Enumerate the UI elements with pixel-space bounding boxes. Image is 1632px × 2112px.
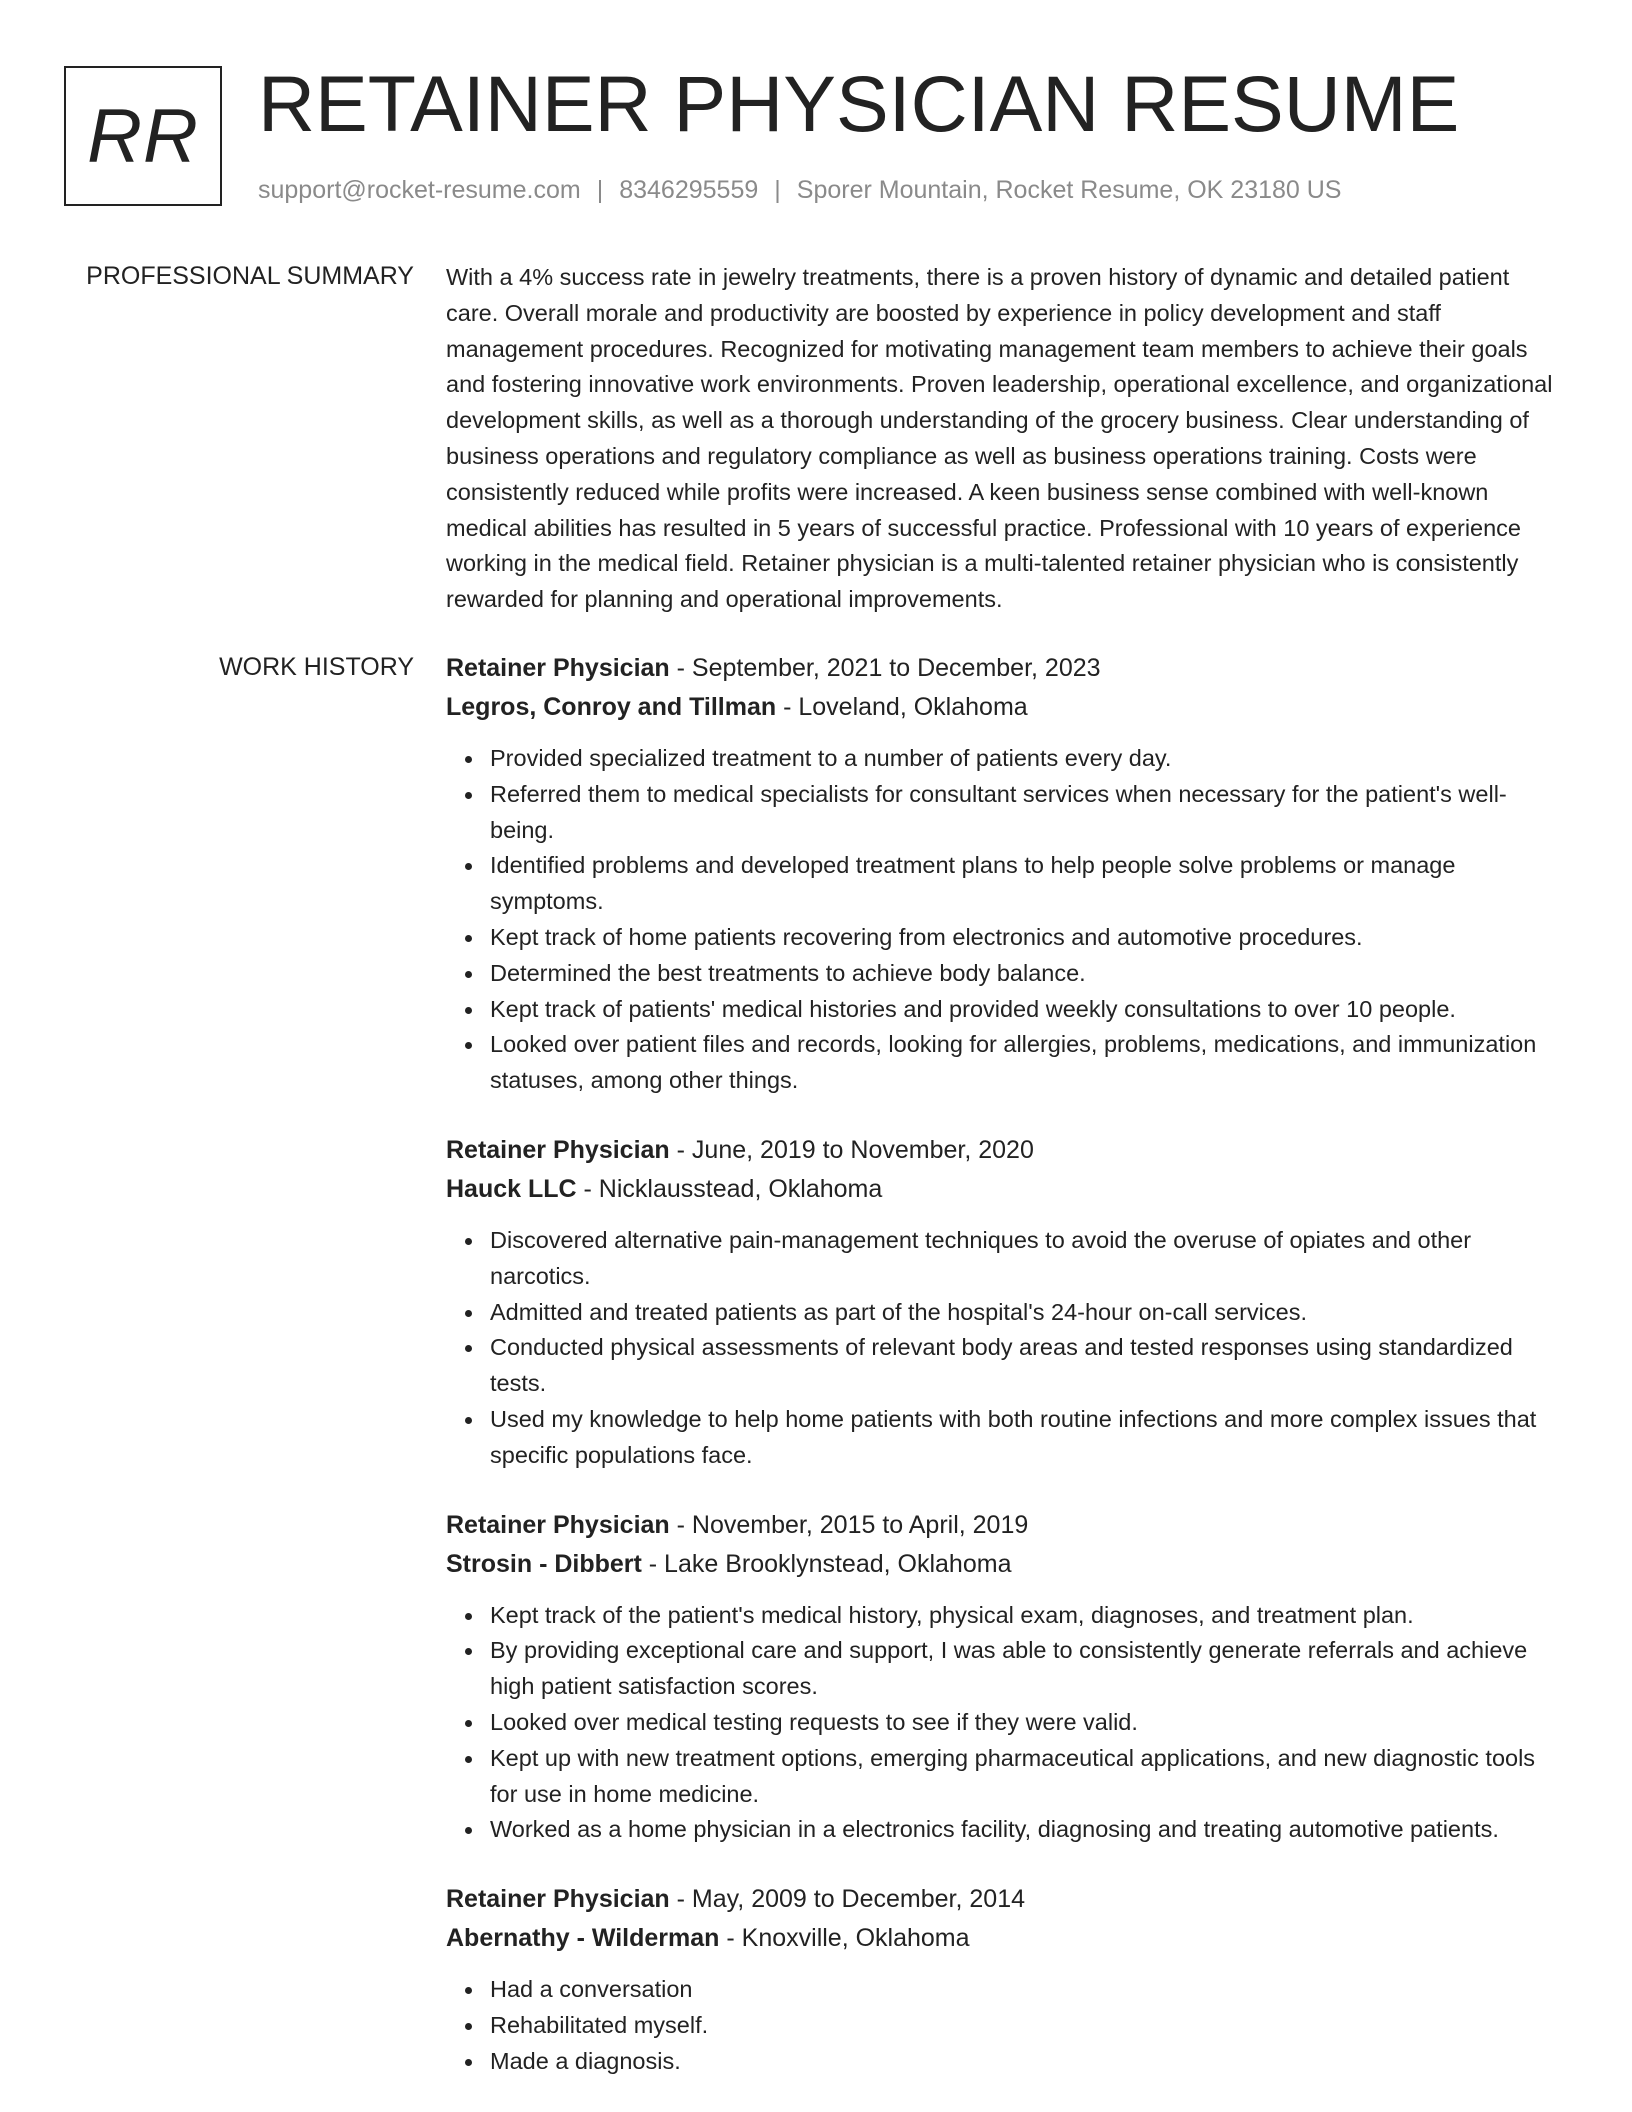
- job-title: Retainer Physician: [446, 1135, 670, 1164]
- job-employer-line: [446, 688, 1566, 727]
- job-bullet-list: [446, 1598, 1566, 1849]
- job-dates: - June, 2019 to November, 2020: [669, 1135, 1034, 1164]
- job-bullet: By providing exceptional care and support, I was able to consistently generate referrals and achieve high patient satisfaction scores.: [490, 1633, 1566, 1705]
- job-bullet: Made a diagnosis.: [490, 2044, 1566, 2080]
- job-location: - Lake Brooklynstead, Oklahoma: [641, 1549, 1012, 1578]
- contact-address: Sporer Mountain, Rocket Resume, OK 23180 US: [796, 176, 1342, 204]
- job-dates: - May, 2009 to December, 2014: [669, 1885, 1026, 1914]
- page-title: RETAINER PHYSICIAN RESUME: [258, 59, 1460, 148]
- contact-separator: |: [596, 176, 604, 204]
- monogram-logo: [64, 66, 222, 206]
- job-entry: [446, 649, 1566, 1099]
- contact-email: support@rocket-resume.com: [258, 176, 581, 204]
- job-employer: Strosin - Dibbert: [446, 1549, 642, 1578]
- job-bullet: Used my knowledge to help home patients with both routine infections and more complex issues that specific populations face.: [490, 1402, 1566, 1474]
- contact-phone: 8346295559: [619, 176, 759, 204]
- job-title-line: [446, 649, 1566, 688]
- job-dates: - September, 2021 to December, 2023: [669, 654, 1101, 682]
- job-title: Retainer Physician: [446, 654, 670, 682]
- job-bullet: Provided specialized treatment to a number of patients every day.: [490, 741, 1566, 777]
- job-bullet-list: [446, 1223, 1566, 1474]
- job-title-line: [446, 1131, 1566, 1170]
- job-employer-line: [446, 1170, 1566, 1209]
- job-bullet: Admitted and treated patients as part of the hospital's 24-hour on-call services.: [490, 1295, 1566, 1331]
- job-bullet: Looked over patient files and records, looking for allergies, problems, medications, and immunization statuses, among other things.: [490, 1027, 1566, 1099]
- job-bullet: Kept track of home patients recovering from electronics and automotive procedures.: [490, 920, 1566, 956]
- job-location: - Knoxville, Oklahoma: [719, 1924, 970, 1953]
- job-bullet: Kept up with new treatment options, emerging pharmaceutical applications, and new diagnostic tools for use in home medicine.: [490, 1741, 1566, 1813]
- job-title-line: [446, 1880, 1566, 1919]
- job-bullet-list: [446, 1972, 1566, 2079]
- job-title-line: [446, 1506, 1566, 1545]
- job-entry: [446, 1131, 1566, 1474]
- job-location: - Loveland, Oklahoma: [776, 693, 1028, 721]
- job-title: Retainer Physician: [446, 1510, 670, 1539]
- job-employer: Legros, Conroy and Tillman: [446, 693, 777, 721]
- monogram-initials: RR: [87, 93, 199, 179]
- job-bullet: Kept track of the patient's medical history, physical exam, diagnoses, and treatment plan.: [490, 1598, 1566, 1634]
- job-bullet: Kept track of patients' medical histories and provided weekly consultations to over 10 people.: [490, 992, 1566, 1028]
- job-bullet-list: [446, 741, 1566, 1099]
- job-bullet: Conducted physical assessments of relevant body areas and tested responses using standardized tests.: [490, 1330, 1566, 1402]
- job-employer: Hauck LLC: [446, 1174, 577, 1203]
- job-location: - Nicklausstead, Oklahoma: [576, 1174, 883, 1203]
- job-dates: - November, 2015 to April, 2019: [669, 1510, 1029, 1539]
- summary-text: With a 4% success rate in jewelry treatments, there is a proven history of dynamic and detailed patient care. Overall morale and productivity are boosted by experience in policy development and staff management procedures. Recognized for motivating management team members to achieve their goals and fostering innovative work environments. Proven leadership, operational excellence, and organizational development skills, as well as a thorough understanding of the grocery business. Clear understanding of business operations and regulatory compliance as well as business operations training. Costs were consistently reduced while profits were increased. A keen business sense combined with well-known medical abilities has resulted in 5 years of successful practice. Professional with 10 years of experience working in the medical field. Retainer physician is a multi-talented retainer physician who is consistently rewarded for planning and operational improvements.: [446, 264, 1553, 613]
- job-bullet: Rehabilitated myself.: [490, 2008, 1566, 2044]
- job-bullet: Discovered alternative pain-management techniques to avoid the overuse of opiates and other narcotics.: [490, 1223, 1566, 1295]
- job-entry: [446, 1506, 1566, 1849]
- work-history-body: [446, 649, 1566, 2112]
- job-bullet: Referred them to medical specialists for consultant services when necessary for the patient's well-being.: [490, 777, 1566, 849]
- summary-body: [446, 260, 1566, 618]
- job-employer-line: [446, 1545, 1566, 1584]
- job-bullet: Worked as a home physician in a electronics facility, diagnosing and treating automotive patients.: [490, 1812, 1566, 1848]
- job-bullet: Determined the best treatments to achieve body balance.: [490, 956, 1566, 992]
- contact-separator: |: [774, 176, 781, 204]
- job-title: Retainer Physician: [446, 1885, 670, 1914]
- section-heading-summary: PROFESSIONAL SUMMARY: [86, 262, 414, 290]
- job-employer-line: [446, 1919, 1566, 1958]
- job-employer: Abernathy - Wilderman: [446, 1924, 720, 1953]
- section-heading-work-history: WORK HISTORY: [219, 653, 414, 681]
- job-entry: [446, 1880, 1566, 2079]
- job-bullet: Looked over medical testing requests to see if they were valid.: [490, 1705, 1566, 1741]
- job-bullet: Identified problems and developed treatment plans to help people solve problems or manage symptoms.: [490, 848, 1566, 920]
- job-bullet: Had a conversation: [490, 1972, 1566, 2008]
- contact-line: [258, 174, 1341, 206]
